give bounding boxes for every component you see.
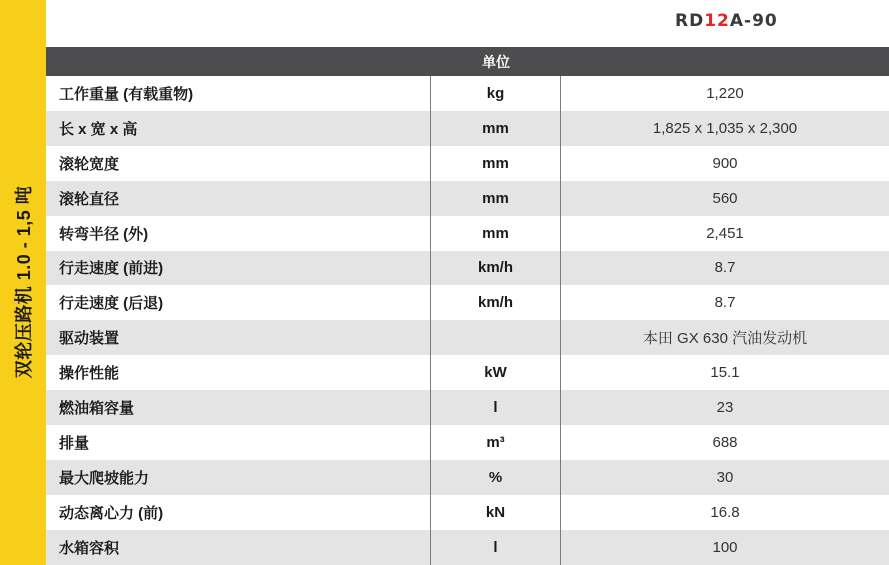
- table-header: [46, 47, 889, 76]
- spec-value: 23: [716, 399, 734, 417]
- category-side-bar: [0, 0, 46, 565]
- spec-unit: km/h: [431, 251, 561, 286]
- spec-unit: l: [431, 390, 561, 425]
- spec-unit: mm: [431, 181, 561, 216]
- table-row: [46, 320, 889, 355]
- table-row: [46, 251, 889, 286]
- model-header-row: [46, 0, 889, 47]
- model-prefix: RD: [675, 11, 705, 31]
- spec-label: 动态离心力 (前): [46, 495, 431, 530]
- table-row: [46, 216, 889, 251]
- spec-label: 滚轮宽度: [46, 146, 431, 181]
- spec-value: 1,825 x 1,035 x 2,300: [652, 119, 798, 137]
- table-row: [46, 460, 889, 495]
- spec-label: 驱动装置: [46, 320, 431, 355]
- spec-unit: kg: [431, 76, 561, 111]
- table-row: [46, 495, 889, 530]
- table-row: [46, 390, 889, 425]
- spec-value: 688: [712, 434, 738, 452]
- unit-column-header: 单位: [482, 53, 510, 70]
- spec-value: 8.7: [714, 259, 736, 277]
- spec-label: 水箱容积: [46, 530, 431, 565]
- spec-unit: mm: [431, 216, 561, 251]
- spec-sheet: [46, 0, 889, 565]
- spec-label: 滚轮直径: [46, 181, 431, 216]
- model-name: [675, 11, 778, 31]
- spec-label: 燃油箱容量: [46, 390, 431, 425]
- spec-label: 最大爬坡能力: [46, 460, 431, 495]
- spec-unit: km/h: [431, 285, 561, 320]
- spec-value: 100: [712, 538, 738, 556]
- table-row: [46, 425, 889, 460]
- model-suffix: A-90: [729, 11, 778, 31]
- table-row: [46, 111, 889, 146]
- spec-value: 2,451: [706, 224, 744, 242]
- spec-table-body: [46, 76, 889, 565]
- spec-label: 行走速度 (后退): [46, 285, 431, 320]
- spec-unit: kN: [431, 495, 561, 530]
- spec-value: 本田 GX 630 汽油发动机: [642, 330, 808, 348]
- spec-value: 900: [712, 154, 738, 172]
- spec-value: 1,220: [706, 84, 744, 102]
- model-number: 12: [704, 11, 730, 31]
- table-row: [46, 146, 889, 181]
- table-row: [46, 181, 889, 216]
- spec-unit: kW: [431, 355, 561, 390]
- table-row: [46, 355, 889, 390]
- spec-unit: [431, 320, 561, 355]
- table-row: [46, 285, 889, 320]
- spec-unit: m³: [431, 425, 561, 460]
- category-title: 双轮压路机 1.0 - 1,5 吨: [14, 185, 34, 379]
- table-row: [46, 530, 889, 565]
- spec-value: 15.1: [710, 364, 740, 382]
- spec-unit: mm: [431, 111, 561, 146]
- spec-value: 30: [716, 468, 734, 486]
- spec-unit: %: [431, 460, 561, 495]
- spec-label: 工作重量 (有载重物): [46, 76, 431, 111]
- spec-value: 16.8: [710, 503, 740, 521]
- spec-label: 长 x 宽 x 高: [46, 111, 431, 146]
- spec-value: 8.7: [714, 294, 736, 312]
- spec-unit: mm: [431, 146, 561, 181]
- spec-label: 操作性能: [46, 355, 431, 390]
- spec-unit: l: [431, 530, 561, 565]
- table-row: [46, 76, 889, 111]
- spec-label: 转弯半径 (外): [46, 216, 431, 251]
- spec-value: 560: [712, 189, 738, 207]
- spec-label: 排量: [46, 425, 431, 460]
- spec-label: 行走速度 (前进): [46, 251, 431, 286]
